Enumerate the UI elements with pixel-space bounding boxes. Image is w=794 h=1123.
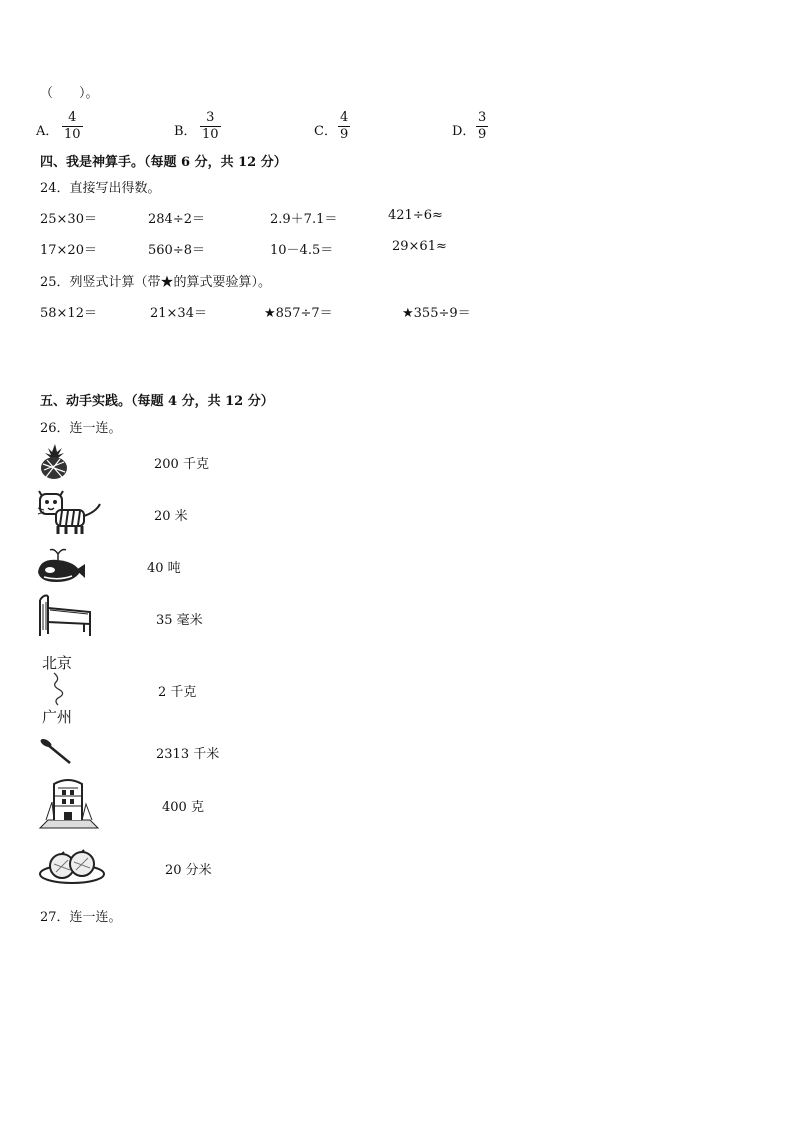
pin-icon <box>38 736 74 766</box>
option-d-numerator: 3 <box>478 110 487 125</box>
route-line <box>48 672 72 706</box>
option-d-denominator: 9 <box>478 127 487 142</box>
q26-label-4: 35 毫米 <box>156 613 203 628</box>
option-c-fraction <box>338 110 350 143</box>
oranges-plate-icon <box>38 846 106 886</box>
option-b-letter: B． <box>174 124 197 139</box>
q25-item-3: ★857÷7＝ <box>264 306 333 321</box>
q24-r1-c1: 25×30＝ <box>40 212 97 227</box>
pineapple-icon <box>36 442 74 480</box>
beijing-guangzhou-map <box>38 650 82 726</box>
option-a-denominator: 10 <box>64 127 81 142</box>
q23-stem-tail: （ ）。 <box>40 86 99 101</box>
q26-label-8: 20 分米 <box>165 863 212 878</box>
building-icon <box>38 774 100 830</box>
q24-r2-c1: 17×20＝ <box>40 243 97 258</box>
q26-label-3: 40 吨 <box>147 561 181 576</box>
q27-title: 27．连一连。 <box>40 910 122 925</box>
q26-label-6: 2313 千米 <box>156 747 220 762</box>
q25-title: 25．列竖式计算（带★的算式要验算）。 <box>40 275 272 290</box>
q24-title: 24．直接写出得数。 <box>40 181 161 196</box>
q26-label-1: 200 千克 <box>154 457 209 472</box>
option-c-letter: C． <box>314 124 337 139</box>
q25-item-1: 58×12＝ <box>40 306 97 321</box>
option-d-fraction <box>476 110 488 143</box>
q25-item-2: 21×34＝ <box>150 306 207 321</box>
q24-r1-c2: 284÷2＝ <box>148 212 205 227</box>
option-b-numerator: 3 <box>200 110 221 127</box>
q26-label-7: 400 克 <box>162 800 204 815</box>
option-c-numerator: 4 <box>340 110 349 125</box>
q24-r1-c4: 421÷6≈ <box>388 208 443 223</box>
map-label-beijing: 北京 <box>42 654 73 672</box>
q26-title: 26．连一连。 <box>40 421 122 436</box>
option-d-letter: D． <box>452 124 476 139</box>
tiger-icon <box>36 490 102 536</box>
option-a-letter: A． <box>36 124 59 139</box>
option-c-denominator: 9 <box>340 127 349 142</box>
bed-icon <box>36 594 94 638</box>
q24-r2-c4: 29×61≈ <box>392 239 447 254</box>
option-b-fraction <box>200 110 221 143</box>
q26-label-2: 20 米 <box>154 509 188 524</box>
whale-icon <box>36 546 86 586</box>
section5-heading: 五、动手实践。（每题 4 分，共 12 分） <box>40 394 274 409</box>
option-b-denominator: 10 <box>202 127 219 142</box>
option-a-numerator: 4 <box>62 110 83 127</box>
option-a-fraction <box>62 110 83 143</box>
q24-r2-c3: 10－4.5＝ <box>270 243 334 258</box>
q24-r2-c2: 560÷8＝ <box>148 243 205 258</box>
section4-heading: 四、我是神算手。（每题 6 分，共 12 分） <box>40 155 287 170</box>
q25-item-4: ★355÷9＝ <box>402 306 471 321</box>
q24-r1-c3: 2.9＋7.1＝ <box>270 212 338 227</box>
q26-label-5: 2 千克 <box>158 685 197 700</box>
map-label-guangzhou: 广州 <box>42 708 73 726</box>
